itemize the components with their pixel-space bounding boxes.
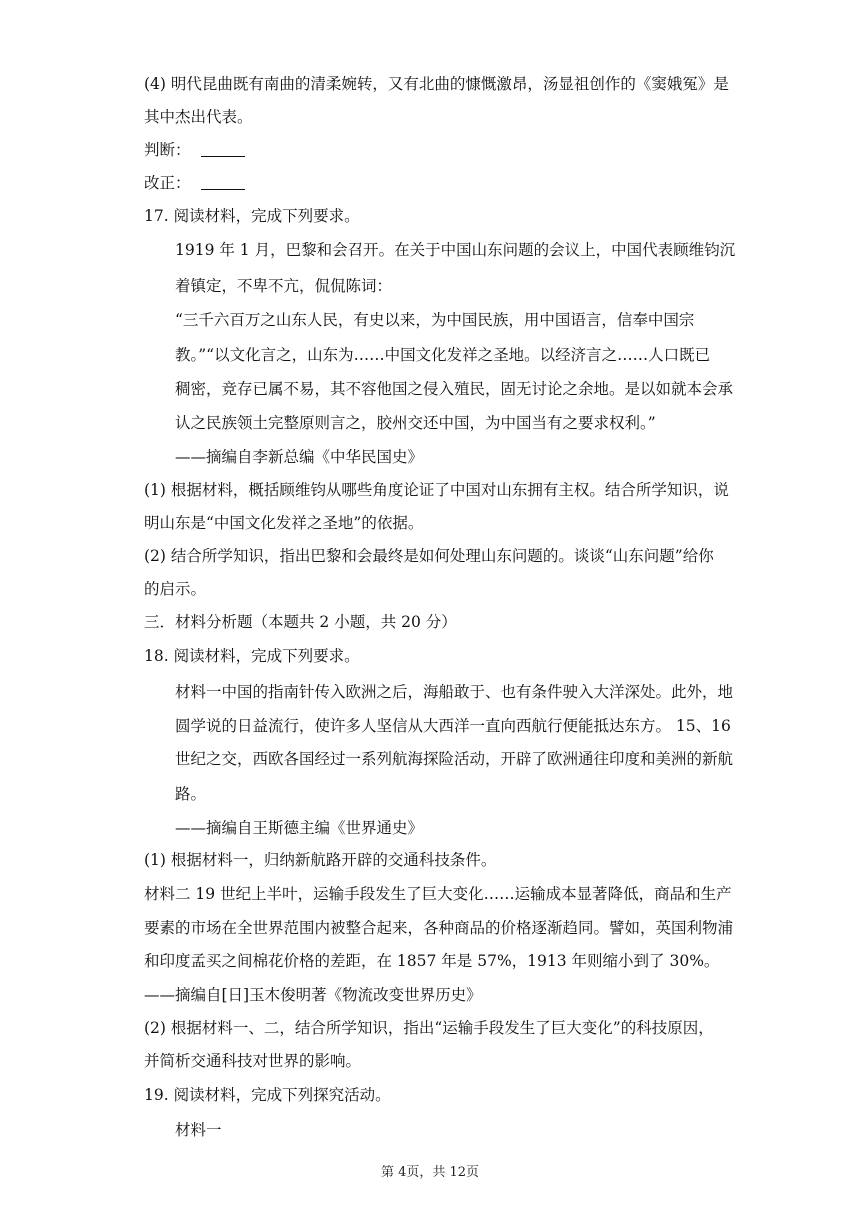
q18-sub2-line: (2) 根据材料一、二，结合所学知识，指出“运输手段发生了巨大变化”的科技原因， bbox=[144, 1019, 714, 1037]
section-heading: 三．材料分析题（本题共 2 小题，共 20 分） bbox=[144, 613, 457, 631]
q17-sub2-line: (2) 结合所学知识，指出巴黎和会最终是如何处理山东问题的。谈谈“山东问题”给你 bbox=[144, 547, 714, 565]
q17-material-line: 着镇定，不卑不亢，侃侃陈词： bbox=[175, 277, 393, 295]
q17-material-line: 稠密，竞存已属不易，其不容他国之侵入殖民，固无讨论之余地。是以如就本会承 bbox=[175, 380, 734, 398]
q17-source: ——摘编自李新总编《中华民国史》 bbox=[175, 448, 424, 466]
q18-source: ——摘编自王斯德主编《世界通史》 bbox=[175, 819, 424, 837]
q17-sub1-line: 明山东是“中国文化发祥之圣地”的依据。 bbox=[144, 514, 424, 532]
judge-label: 判断： bbox=[144, 141, 191, 159]
q17-material-line: 教。”“以文化言之，山东为……中国文化发祥之圣地。以经济言之……人口既已 bbox=[175, 346, 711, 364]
q18-material1-line: 世纪之交，西欧各国经过一系列航海探险活动，开辟了欧洲通往印度和美洲的新航 bbox=[175, 750, 734, 768]
q18-source: ——摘编自[日]玉木俊明著《物流改变世界历史》 bbox=[144, 986, 482, 1004]
correct-row bbox=[144, 173, 245, 193]
correct-blank[interactable] bbox=[201, 175, 245, 190]
q17-material-line: 认之民族领土完整原则言之，胶州交还中国，为中国当有之要求权利。” bbox=[175, 414, 656, 432]
judge-row bbox=[144, 140, 245, 160]
q17-sub1-line: (1) 根据材料，概括顾维钧从哪些角度论证了中国对山东拥有主权。结合所学知识，说 bbox=[144, 481, 729, 499]
q18-material1-line: 路。 bbox=[175, 785, 207, 803]
q16-item4-line: (4) 明代昆曲既有南曲的清柔婉转，又有北曲的慷慨激昂，汤显祖创作的《窦娥冤》是 bbox=[144, 75, 729, 93]
q17-title: 17. 阅读材料，完成下列要求。 bbox=[144, 207, 360, 225]
correct-label: 改正： bbox=[144, 174, 191, 192]
q19-material1-label: 材料一 bbox=[175, 1121, 222, 1139]
q18-material1-line: 圆学说的日益流行，使许多人坚信从大西洋一直向西航行便能抵达东方。 15、16 bbox=[175, 717, 731, 735]
q18-sub1: (1) 根据材料一，归纳新航路开辟的交通科技条件。 bbox=[144, 851, 497, 869]
q18-material1-line: 材料一中国的指南针传入欧洲之后，海船敢于、也有条件驶入大洋深处。此外，地 bbox=[175, 683, 734, 701]
q19-title: 19. 阅读材料，完成下列探究活动。 bbox=[144, 1086, 391, 1104]
q16-item4-line: 其中杰出代表。 bbox=[144, 108, 253, 126]
q18-sub2-line: 并简析交通科技对世界的影响。 bbox=[144, 1052, 362, 1070]
page-footer: 第 4页，共 12页 bbox=[380, 1165, 480, 1180]
q17-material-line: 1919 年 1 月，巴黎和会召开。在关于中国山东问题的会议上，中国代表顾维钧沉 bbox=[175, 241, 736, 259]
q18-material2-line: 和印度孟买之间棉花价格的差距，在 1857 年是 57%，1913 年则缩小到了 30%。 bbox=[144, 952, 720, 970]
q18-title: 18. 阅读材料，完成下列要求。 bbox=[144, 647, 360, 665]
q18-material2-line: 材料二 19 世纪上半叶，运输手段发生了巨大变化……运输成本显著降低，商品和生产 bbox=[144, 885, 732, 903]
judge-blank[interactable] bbox=[201, 142, 245, 157]
q18-material2-line: 要素的市场在全世界范围内被整合起来，各种商品的价格逐渐趋同。譬如，英国利物浦 bbox=[144, 919, 734, 937]
q17-material-line: “三千六百万之山东人民，有史以来，为中国民族，用中国语言，信奉中国宗 bbox=[175, 311, 695, 329]
q17-sub2-line: 的启示。 bbox=[144, 580, 207, 598]
